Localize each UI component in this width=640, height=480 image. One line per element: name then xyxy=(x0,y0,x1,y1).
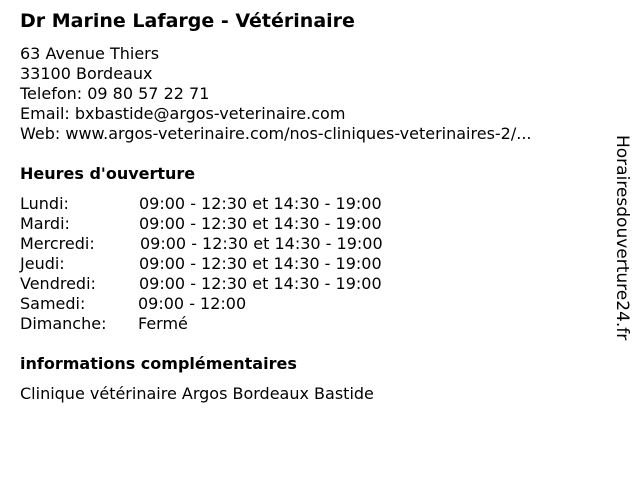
day-label: Jeudi: xyxy=(20,254,65,273)
website-link: Web: www.argos-veterinaire.com/nos-cliniques-veterinaires-2/... xyxy=(20,124,532,143)
email-address: Email: bxbastide@argos-veterinaire.com xyxy=(20,104,346,123)
opening-hours-heading: Heures d'ouverture xyxy=(20,164,196,183)
day-hours: 09:00 - 12:30 et 14:30 - 19:00 xyxy=(139,194,382,213)
day-label: Mardi: xyxy=(20,214,70,233)
day-label: Dimanche: xyxy=(20,314,107,333)
day-hours: 09:00 - 12:00 xyxy=(138,294,247,313)
day-label: Vendredi: xyxy=(20,274,96,293)
additional-info-heading: informations complémentaires xyxy=(20,354,297,373)
day-hours: 09:00 - 12:30 et 14:30 - 19:00 xyxy=(139,214,382,233)
day-hours: 09:00 - 12:30 et 14:30 - 19:00 xyxy=(140,234,383,253)
day-label: Mercredi: xyxy=(20,234,95,253)
site-watermark: Horairesdouverture24.fr xyxy=(612,135,632,341)
day-label: Samedi: xyxy=(20,294,86,313)
day-label: Lundi: xyxy=(20,194,69,213)
address-block xyxy=(20,44,532,144)
day-hours: 09:00 - 12:30 et 14:30 - 19:00 xyxy=(139,254,382,273)
city-postcode: 33100 Bordeaux xyxy=(20,64,153,83)
page-title: Dr Marine Lafarge - Vétérinaire xyxy=(20,10,355,32)
phone-number: Telefon: 09 80 57 22 71 xyxy=(20,84,210,103)
day-hours: Fermé xyxy=(138,314,188,333)
additional-info-text: Clinique vétérinaire Argos Bordeaux Bastide xyxy=(20,384,374,403)
day-hours: 09:00 - 12:30 et 14:30 - 19:00 xyxy=(139,274,382,293)
street-address: 63 Avenue Thiers xyxy=(20,44,160,63)
